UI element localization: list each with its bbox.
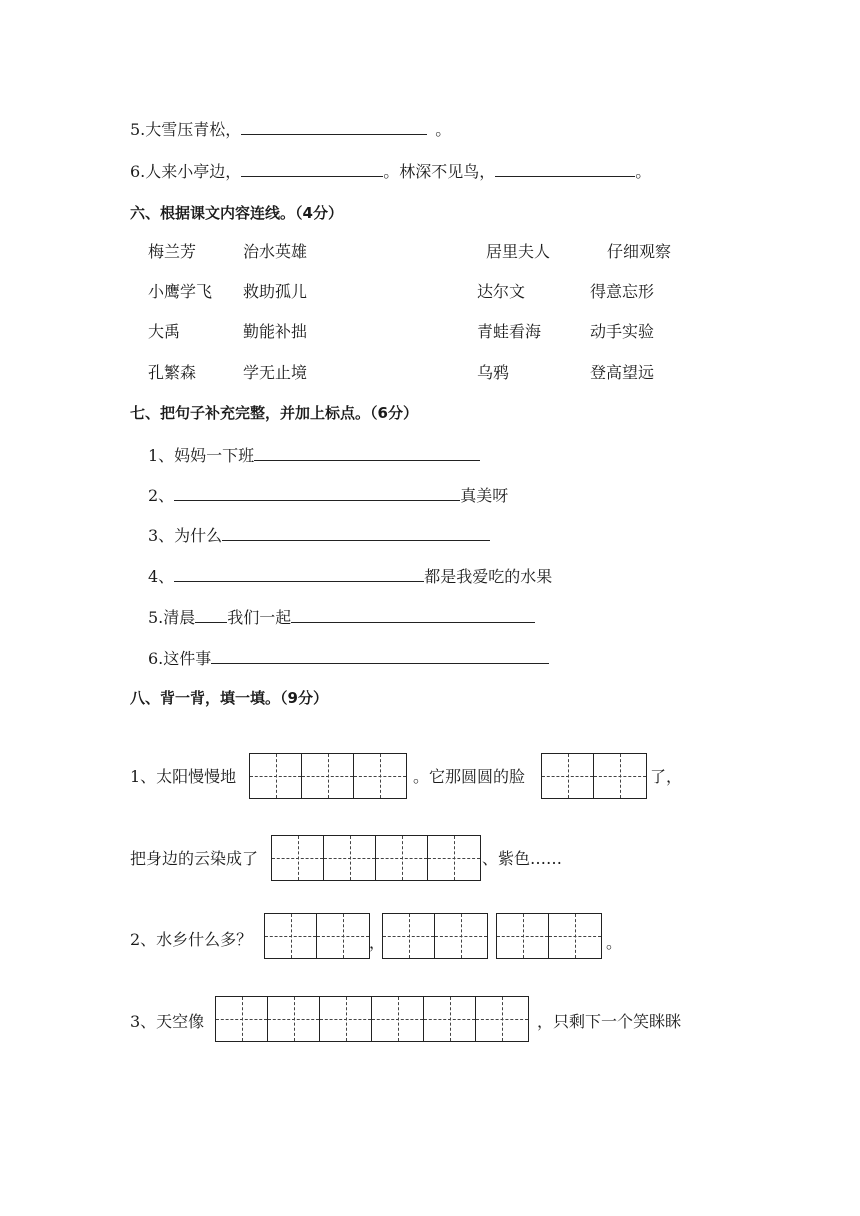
char-box[interactable] — [497, 914, 549, 958]
poem-5-text: 5.大雪压青松， — [130, 120, 242, 139]
poem-6-end: 。 — [635, 162, 652, 181]
char-box[interactable] — [372, 997, 424, 1041]
char-box[interactable] — [383, 914, 435, 958]
q1-middle: 。它那圆圆的脸 — [413, 767, 526, 786]
sentence-1 — [148, 444, 480, 466]
match-item[interactable]: 得意忘形 — [590, 282, 655, 301]
char-box[interactable] — [549, 914, 601, 958]
sentence-text: 真美呀 — [460, 486, 509, 505]
answer-blank[interactable] — [241, 118, 427, 135]
char-grid-q2c[interactable] — [496, 913, 602, 959]
answer-blank[interactable] — [174, 565, 424, 582]
poem-line-5 — [130, 118, 451, 140]
sentence-text: 5.清晨 — [148, 608, 196, 627]
sentence-text: 6.这件事 — [148, 649, 212, 668]
match-item[interactable]: 孔繁森 — [148, 363, 197, 382]
char-box[interactable] — [476, 997, 528, 1041]
char-box[interactable] — [428, 836, 480, 880]
poem-line-6 — [130, 160, 651, 182]
sentence-5 — [148, 606, 535, 628]
poem-5-end: 。 — [435, 120, 452, 139]
answer-blank[interactable] — [222, 524, 490, 541]
char-box[interactable] — [320, 997, 372, 1041]
match-item[interactable]: 学无止境 — [243, 363, 308, 382]
char-box[interactable] — [376, 836, 428, 880]
q1b-suffix: 、紫色…… — [482, 849, 563, 868]
match-item[interactable]: 仔细观察 — [607, 242, 672, 261]
q1-prefix: 1、太阳慢慢地 — [130, 767, 237, 786]
section-6-title: 六、根据课文内容连线。（4分） — [130, 204, 343, 222]
answer-blank[interactable] — [195, 606, 227, 623]
char-box[interactable] — [272, 836, 324, 880]
sentence-text: 2、 — [148, 486, 175, 505]
answer-blank[interactable] — [254, 444, 480, 461]
sentence-text: 3、为什么 — [148, 526, 223, 545]
q3-suffix: ，只剩下一个笑眯眯 — [537, 1012, 682, 1031]
sentence-6 — [148, 647, 549, 669]
char-box[interactable] — [265, 914, 317, 958]
char-grid-q1c[interactable] — [271, 835, 481, 881]
poem-6-middle: 。林深不见鸟， — [383, 162, 496, 181]
char-box[interactable] — [250, 754, 302, 798]
answer-blank[interactable] — [174, 484, 460, 501]
match-item[interactable]: 勤能补拙 — [243, 322, 308, 341]
sentence-text: 我们一起 — [227, 608, 292, 627]
answer-blank[interactable] — [291, 606, 535, 623]
char-box[interactable] — [542, 754, 594, 798]
q2-sep: ， — [369, 933, 386, 952]
poem-6-text: 6.人来小亭边， — [130, 162, 242, 181]
match-item[interactable]: 登高望远 — [590, 363, 655, 382]
q1b-prefix: 把身边的云染成了 — [130, 849, 259, 868]
match-item[interactable]: 小鹰学飞 — [148, 282, 213, 301]
match-item[interactable]: 动手实验 — [590, 322, 655, 341]
sentence-text: 4、 — [148, 567, 175, 586]
char-box[interactable] — [435, 914, 487, 958]
match-item[interactable]: 达尔文 — [477, 282, 526, 301]
q2-prefix: 2、水乡什么多？ — [130, 930, 253, 949]
char-box[interactable] — [317, 914, 369, 958]
sentence-2 — [148, 484, 508, 506]
char-box[interactable] — [324, 836, 376, 880]
char-box[interactable] — [302, 754, 354, 798]
q3-prefix: 3、天空像 — [130, 1012, 205, 1031]
match-item[interactable]: 乌鸦 — [477, 363, 510, 382]
section-7-title: 七、把句子补充完整，并加上标点。（6分） — [130, 404, 418, 422]
match-item[interactable]: 青蛙看海 — [477, 322, 542, 341]
char-box[interactable] — [216, 997, 268, 1041]
match-item[interactable]: 治水英雄 — [243, 242, 308, 261]
sentence-4 — [148, 565, 552, 587]
answer-blank[interactable] — [495, 160, 635, 177]
answer-blank[interactable] — [241, 160, 383, 177]
char-grid-q1b[interactable] — [541, 753, 647, 799]
match-item[interactable]: 救助孤儿 — [243, 282, 308, 301]
char-grid-q1a[interactable] — [249, 753, 407, 799]
sentence-text: 1、妈妈一下班 — [148, 446, 255, 465]
char-grid-q3[interactable] — [215, 996, 529, 1042]
char-box[interactable] — [594, 754, 646, 798]
section-8-title: 八、背一背，填一填。（9分） — [130, 689, 328, 707]
q2-suffix: 。 — [606, 933, 623, 952]
char-grid-q2a[interactable] — [264, 913, 370, 959]
answer-blank[interactable] — [211, 647, 549, 664]
match-item[interactable]: 大禹 — [148, 322, 181, 341]
match-item[interactable]: 居里夫人 — [486, 242, 551, 261]
char-box[interactable] — [424, 997, 476, 1041]
match-item[interactable]: 梅兰芳 — [148, 242, 197, 261]
char-grid-q2b[interactable] — [382, 913, 488, 959]
sentence-text: 都是我爱吃的水果 — [424, 567, 553, 586]
char-box[interactable] — [354, 754, 406, 798]
char-box[interactable] — [268, 997, 320, 1041]
q1-suffix: 了， — [650, 767, 683, 786]
sentence-3 — [148, 524, 490, 546]
